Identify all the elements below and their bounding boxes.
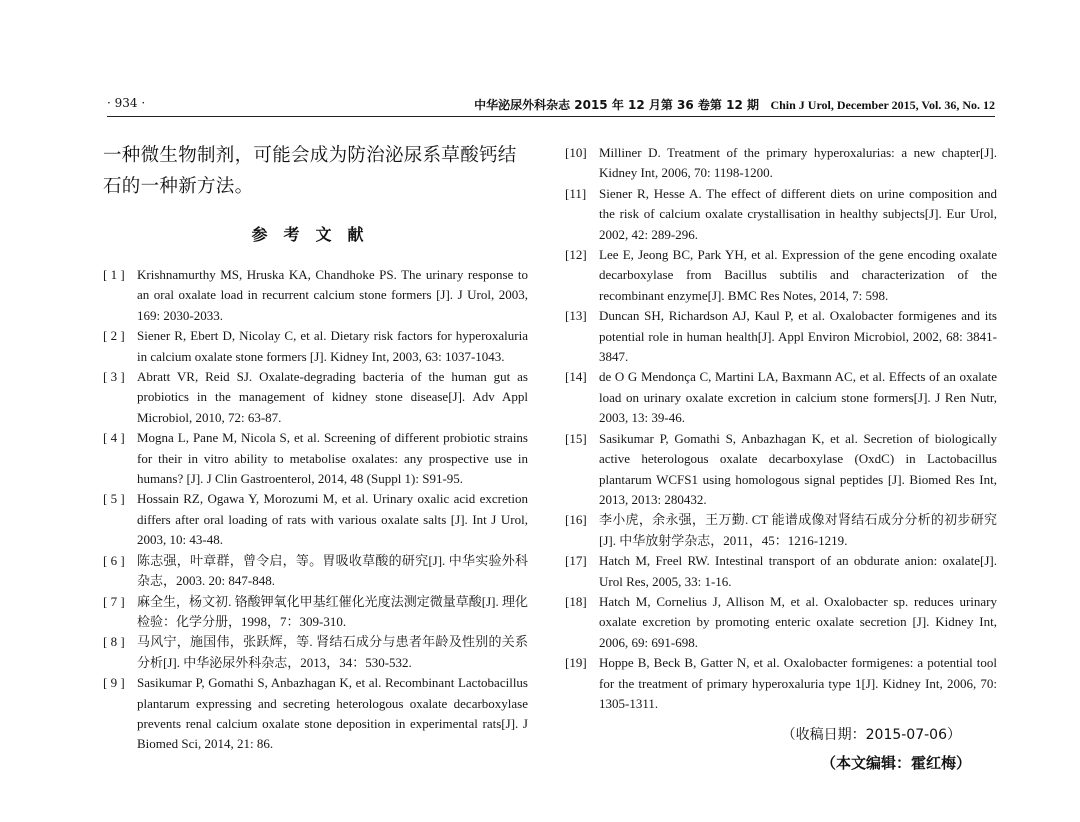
journal-citation — [474, 96, 995, 113]
reference-number: [17] — [565, 553, 587, 569]
body-paragraph: 一种微生物制剂，可能会成为防治泌尿系草酸钙结石的一种新方法。 — [103, 145, 517, 197]
references-heading: 参考文献 — [251, 225, 380, 244]
reference-number: [18] — [565, 593, 587, 609]
reference-number: [10] — [565, 145, 587, 160]
reference-number: [ 4 ] — [103, 430, 125, 446]
reference-number: [ 2 ] — [103, 328, 125, 344]
reference-item — [103, 592, 528, 633]
reference-item — [103, 632, 528, 673]
journal-name-en: Chin J Urol, December 2015, Vol. 36, No. 12 — [770, 98, 995, 112]
reference-item — [565, 429, 997, 511]
reference-item — [103, 673, 528, 755]
reference-text: 麻全生，杨文初. 铬酸钾氧化甲基红催化光度法测定微量草酸[J]. 理化检验：化学分册，1998，7：309-310. — [137, 593, 528, 629]
reference-number: [19] — [565, 655, 587, 671]
reference-item — [565, 367, 997, 428]
reference-item — [565, 653, 997, 714]
left-column — [103, 140, 528, 755]
reference-number: [ 3 ] — [103, 369, 125, 385]
reference-item — [565, 245, 997, 306]
reference-text: Krishnamurthy MS, Hruska KA, Chandhoke PS. The urinary response to an oral oxalate load in recurrent calcium stone formers [J]. J Urol, 2003, 169: 2030-2033. — [137, 267, 528, 323]
reference-number: [ 9 ] — [103, 675, 125, 691]
running-header — [107, 94, 995, 117]
reference-text: Sasikumar P, Gomathi S, Anbazhagan K, et al. Secretion of biologically active heterologous oxalate decarboxylase (OxdC) in Lactobacillus plantarum WCFS1 using homologous signal peptides [J]. Biomed Res Int, 2013, 2013: 280432. — [599, 430, 997, 507]
reference-text: Abratt VR, Reid SJ. Oxalate-degrading bacteria of the human gut as probiotics in the management of kidney stone disease[J]. Adv Appl Microbiol, 2010, 72: 63-87. — [137, 369, 528, 425]
reference-item — [103, 489, 528, 550]
reference-number: [ 5 ] — [103, 491, 125, 507]
reference-text: Hatch M, Cornelius J, Allison M, et al. Oxalobacter sp. reduces urinary oxalate excretion by promoting enteric oxalate secretion [J]. Kidney Int, 2006, 69: 691-698. — [599, 593, 997, 650]
reference-number: [ 6 ] — [103, 552, 125, 568]
reference-text: Mogna L, Pane M, Nicola S, et al. Screening of different probiotic strains for their in vitro ability to metabolise oxalates: any prospective use in humans? [J]. J Clin Gastroenterol, 2014, 48 (Suppl 1): S91-95. — [137, 430, 528, 487]
reference-text: 马风宁，施国伟，张跃辉，等. 肾结石成分与患者年龄及性别的关系分析[J]. 中华泌尿外科杂志，2013，34：530-532. — [137, 634, 528, 670]
reference-item — [103, 326, 528, 367]
reference-text: Siener R, Hesse A. The effect of different diets on urine composition and the risk of calcium oxalate crystallisation in healthy subjects[J]. Eur Urol, 2002, 42: 289-296. — [599, 185, 997, 242]
reference-list-left — [103, 265, 528, 755]
received-date: （收稿日期：2015-07-06） — [781, 727, 961, 744]
reference-number: [ 7 ] — [103, 593, 125, 609]
reference-item — [565, 184, 997, 245]
reference-text: de O G Mendonça C, Martini LA, Baxmann AC, et al. Effects of an oxalate load on urinary oxalate excretion in calcium stone formers[J]. J Ren Nutr, 2003, 13: 39-46. — [599, 369, 997, 426]
reference-list-right — [565, 143, 997, 714]
reference-number: [15] — [565, 430, 587, 446]
reference-item — [565, 510, 997, 551]
reference-item — [565, 592, 997, 653]
reference-text: Sasikumar P, Gomathi S, Anbazhagan K, et al. Recombinant Lactobacillus plantarum expressing and secreting heterologous oxalate decarboxylase prevents renal calcium oxalate stone deposition in experimental rats[J]. J Biomed Sci, 2014, 21: 86. — [137, 675, 528, 752]
reference-text: 李小虎，余永强，王万勤. CT 能谱成像对肾结石成分分析的初步研究[J]. 中华放射学杂志，2011，45：1216-1219. — [599, 512, 997, 548]
reference-item — [103, 551, 528, 592]
reference-number: [16] — [565, 512, 587, 528]
reference-number: [11] — [565, 185, 587, 201]
reference-text: Lee E, Jeong BC, Park YH, et al. Expression of the gene encoding oxalate decarboxylase from Bacillus subtilis and characterization of the recombinant enzyme[J]. BMC Res Notes, 2014, 7: 598. — [599, 247, 997, 303]
reference-text: Hatch M, Freel RW. Intestinal transport of an obdurate anion: oxalate[J]. Urol Res, 2005, 33: 1-16. — [599, 553, 997, 589]
reference-number: [ 8 ] — [103, 634, 125, 650]
reference-item — [565, 143, 997, 184]
reference-item — [103, 265, 528, 326]
reference-item — [565, 306, 997, 367]
reference-item — [103, 428, 528, 489]
reference-number: [ 1 ] — [103, 267, 125, 282]
reference-text: Duncan SH, Richardson AJ, Kaul P, et al. Oxalobacter formigenes and its potential role in human health[J]. Appl Environ Microbiol, 2002, 68: 3841-3847. — [599, 308, 997, 365]
reference-text: Milliner D. Treatment of the primary hyperoxalurias: a new chapter[J]. Kidney Int, 2006, 70: 1198-1200. — [599, 145, 997, 181]
reference-item — [565, 551, 997, 592]
reference-number: [13] — [565, 308, 587, 324]
reference-text: 陈志强，叶章群，曾令启，等。胃吸收草酸的研究[J]. 中华实验外科杂志，2003. 20: 847-848. — [137, 552, 528, 589]
reference-text: Hossain RZ, Ogawa Y, Morozumi M, et al. Urinary oxalic acid excretion differs after oral loading of rats with various oxalate salts [J]. Int J Urol, 2003, 10: 43-48. — [137, 491, 528, 548]
reference-number: [12] — [565, 247, 587, 263]
editor-note: （本文编辑：霍红梅） — [820, 754, 971, 773]
reference-text: Siener R, Ebert D, Nicolay C, et al. Dietary risk factors for hyperoxaluria in calcium oxalate stone formers [J]. Kidney Int, 2003, 63: 1037-1043. — [137, 328, 528, 364]
journal-name-cn: 中华泌尿外科杂志 2015 年 12 月第 36 卷第 12 期 — [474, 98, 759, 112]
page-number: · 934 · — [107, 96, 146, 110]
reference-number: [14] — [565, 369, 587, 385]
right-column — [565, 143, 997, 773]
reference-text: Hoppe B, Beck B, Gatter N, et al. Oxalobacter formigenes: a potential tool for the treatment of primary hyperoxaluria type 1[J]. Kidney Int, 2006, 70: 1305-1311. — [599, 655, 997, 711]
reference-item — [103, 367, 528, 428]
